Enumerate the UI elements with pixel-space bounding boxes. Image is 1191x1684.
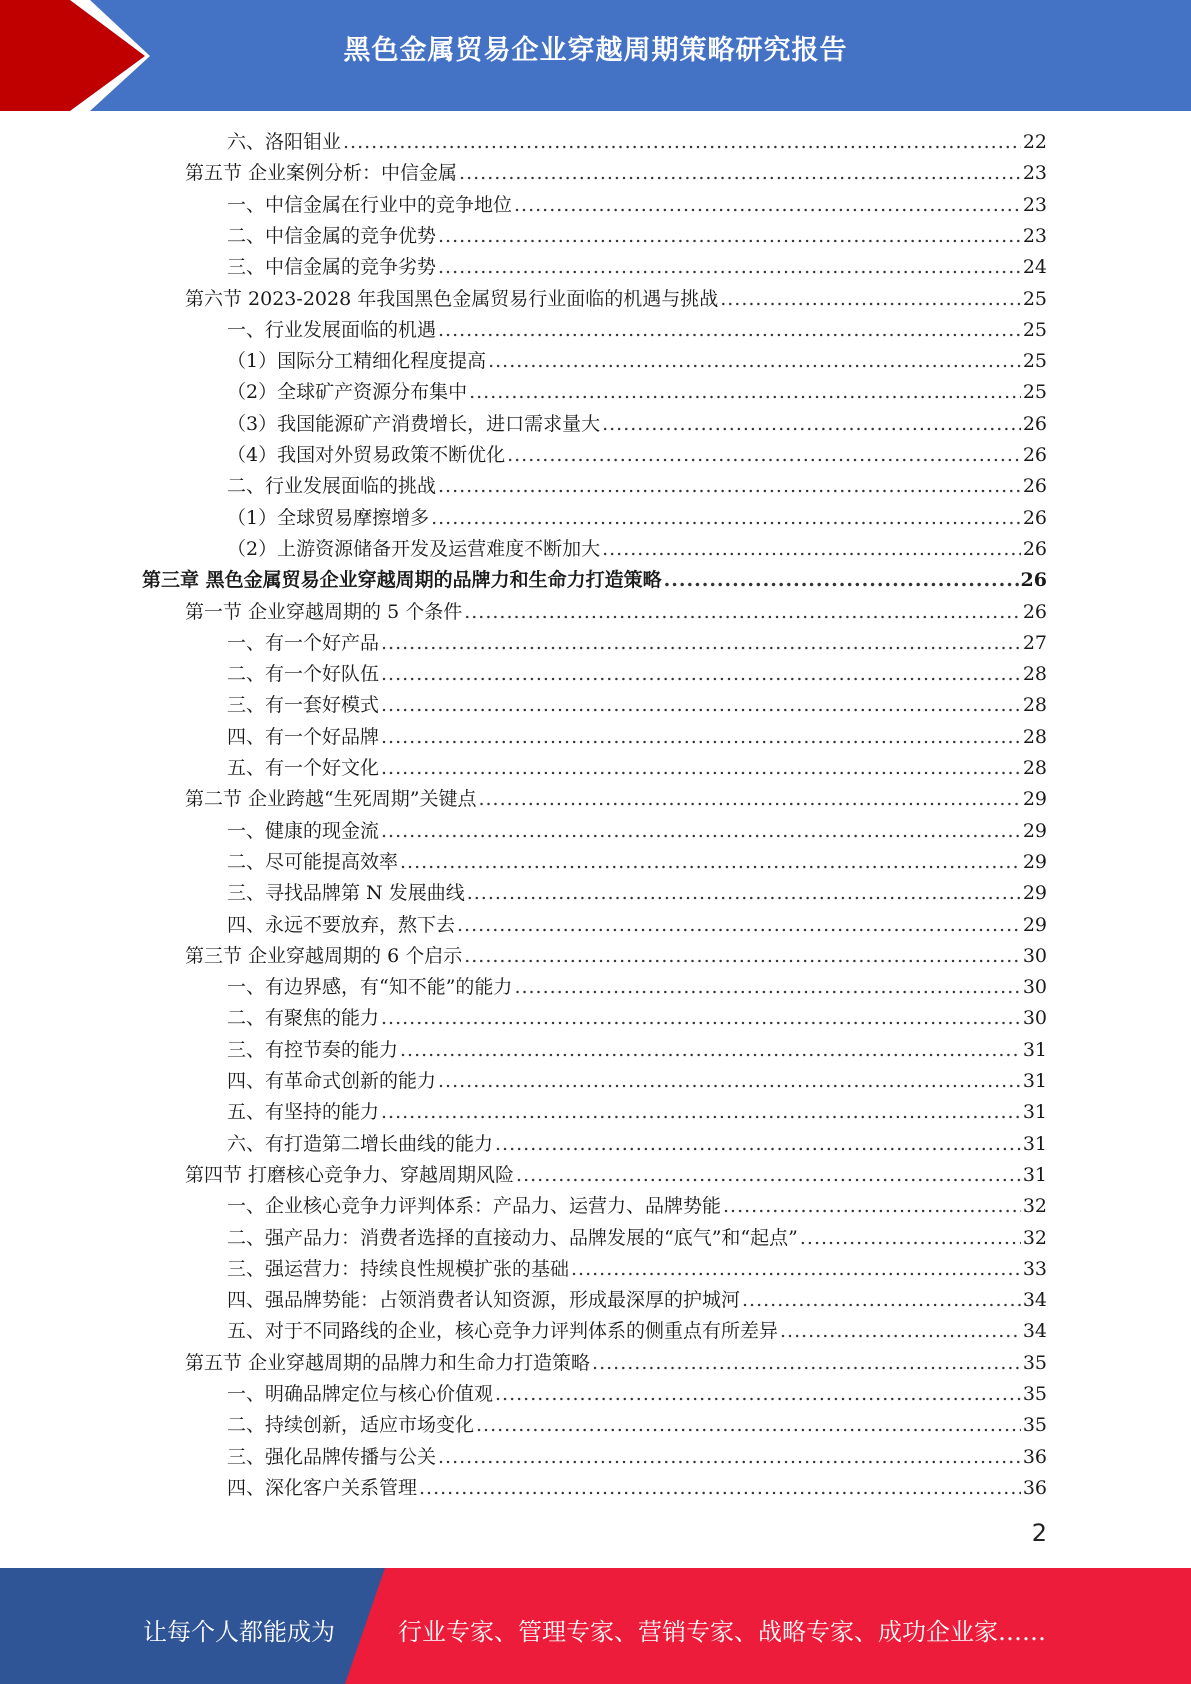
toc-dot-leader <box>514 194 1021 216</box>
toc-entry[interactable] <box>227 1191 1047 1222</box>
toc-entry[interactable] <box>227 1285 1047 1316</box>
toc-entry-page: 26 <box>1022 600 1047 623</box>
toc-entry-page: 31 <box>1022 1132 1047 1155</box>
toc-entry-label: 四、有一个好品牌 <box>227 725 380 748</box>
toc-dot-leader <box>381 694 1021 716</box>
toc-entry[interactable] <box>227 690 1047 721</box>
toc-entry-label: 四、永远不要放弃，熬下去 <box>227 913 456 936</box>
toc-entry-label: 一、健康的现金流 <box>227 819 380 842</box>
toc-entry-label: 第六节 2023-2028 年我国黑色金属贸易行业面临的机遇与挑战 <box>185 287 719 310</box>
toc-dot-leader <box>400 1039 1021 1061</box>
toc-entry-label: 六、洛阳钼业 <box>227 131 342 153</box>
toc-entry-page: 30 <box>1022 1007 1047 1030</box>
toc-entry-page: 29 <box>1022 882 1047 905</box>
toc-entry-label: 二、行业发展面临的挑战 <box>227 475 437 498</box>
toc-dot-leader <box>742 1289 1021 1311</box>
toc-entry[interactable] <box>227 127 1047 158</box>
toc-entry[interactable] <box>227 409 1047 440</box>
toc-entry-page: 26 <box>1022 412 1047 435</box>
toc-entry-label: 第五节 企业穿越周期的品牌力和生命力打造策略 <box>185 1351 591 1374</box>
toc-entry[interactable] <box>227 878 1047 909</box>
toc-entry-label: 二、强产品力：消费者选择的直接动力、品牌发展的“底气”和“起点” <box>227 1226 798 1249</box>
toc-dot-leader <box>381 820 1021 842</box>
toc-entry[interactable] <box>227 847 1047 878</box>
toc-entry-page: 23 <box>1022 162 1047 185</box>
toc-dot-leader <box>800 1227 1021 1249</box>
toc-entry[interactable] <box>227 1410 1047 1441</box>
toc-entry[interactable] <box>227 1003 1047 1034</box>
toc-entry-page: 30 <box>1022 944 1047 967</box>
toc-dot-leader <box>495 1383 1021 1405</box>
toc-entry[interactable] <box>227 722 1047 753</box>
toc-entry-page: 36 <box>1022 1445 1047 1468</box>
toc-dot-leader <box>400 851 1021 873</box>
toc-dot-leader <box>780 1320 1021 1342</box>
page-header <box>0 0 1191 111</box>
toc-entry[interactable] <box>227 910 1047 941</box>
toc-dot-leader <box>381 757 1021 779</box>
toc-entry-label: 五、有坚持的能力 <box>227 1101 380 1124</box>
toc-entry-label: （4）我国对外贸易政策不断优化 <box>227 444 506 466</box>
toc-entry-label: （2）全球矿产资源分布集中 <box>227 381 468 404</box>
report-title: 黑色金属贸易企业穿越周期策略研究报告 <box>343 35 848 66</box>
toc-dot-leader <box>476 1414 1021 1436</box>
toc-entry[interactable] <box>227 534 1047 565</box>
toc-entry-page: 26 <box>1022 475 1047 498</box>
toc-entry[interactable] <box>227 1473 1047 1504</box>
footer-slogan-left: 让每个人都能成为 <box>143 1618 335 1646</box>
toc-entry[interactable] <box>185 1348 1047 1379</box>
toc-dot-leader <box>438 256 1021 278</box>
toc-entry[interactable] <box>227 1442 1047 1473</box>
toc-entry[interactable] <box>227 972 1047 1003</box>
toc-dot-leader <box>438 1446 1021 1468</box>
toc-entry-page: 31 <box>1022 1038 1047 1061</box>
toc-entry[interactable] <box>142 565 1047 596</box>
toc-entry-page: 27 <box>1022 631 1047 654</box>
toc-entry[interactable] <box>227 1316 1047 1347</box>
toc-dot-leader <box>419 1477 1021 1499</box>
toc-entry-page: 26 <box>1020 569 1047 592</box>
toc-entry-label: 二、尽可能提高效率 <box>227 850 399 873</box>
toc-entry-label: 第三节 企业穿越周期的 6 个启示 <box>185 944 463 967</box>
toc-dot-leader <box>478 788 1020 810</box>
toc-dot-leader <box>720 288 1021 310</box>
toc-entry-label: 三、有控节奏的能力 <box>227 1038 399 1061</box>
toc-entry-label: 五、有一个好文化 <box>227 757 380 779</box>
toc-entry-page: 32 <box>1022 1195 1047 1218</box>
toc-entry-page: 25 <box>1022 318 1047 341</box>
toc-entry-page: 25 <box>1022 350 1047 373</box>
toc-dot-leader <box>438 475 1021 497</box>
toc-dot-leader <box>592 1352 1021 1374</box>
toc-dot-leader <box>571 1258 1021 1280</box>
toc-entry-label: 第二节 企业跨越“生死周期”关键点 <box>185 788 477 811</box>
toc-entry-page: 23 <box>1022 224 1047 247</box>
toc-entry-page: 25 <box>1022 381 1047 404</box>
toc-dot-leader <box>381 663 1021 685</box>
toc-dot-leader <box>431 507 1021 529</box>
toc-entry-label: 四、深化客户关系管理 <box>227 1476 418 1499</box>
toc-entry[interactable] <box>227 1035 1047 1066</box>
toc-entry-page: 23 <box>1022 193 1047 216</box>
toc-entry-label: 三、强运营力：持续良性规模扩张的基础 <box>227 1257 570 1280</box>
toc-entry-page: 28 <box>1022 663 1047 686</box>
toc-entry-label: （1）国际分工精细化程度提高 <box>227 350 487 373</box>
toc-dot-leader <box>381 1007 1021 1029</box>
toc-entry[interactable] <box>227 816 1047 847</box>
toc-entry-label: 五、对于不同路线的企业，核心竞争力评判体系的侧重点有所差异 <box>227 1320 779 1343</box>
toc-entry[interactable] <box>227 628 1047 659</box>
toc-entry-label: 二、持续创新，适应市场变化 <box>227 1414 475 1437</box>
toc-entry-label: 二、有聚焦的能力 <box>227 1007 380 1030</box>
toc-entry-label: 一、行业发展面临的机遇 <box>227 318 437 341</box>
toc-entry-label: 四、有革命式创新的能力 <box>227 1070 437 1092</box>
toc-entry[interactable] <box>227 346 1047 377</box>
toc-entry[interactable] <box>227 1129 1047 1160</box>
toc-dot-leader <box>343 131 1021 153</box>
toc-dot-leader <box>438 225 1021 247</box>
toc-dot-leader <box>467 882 1021 904</box>
toc-entry[interactable] <box>227 1254 1047 1285</box>
toc-entry-label: 第三章 黑色金属贸易企业穿越周期的品牌力和生命力打造策略 <box>142 569 662 592</box>
toc-entry-label: 第一节 企业穿越周期的 5 个条件 <box>185 600 463 623</box>
toc-entry[interactable] <box>227 1066 1047 1097</box>
toc-dot-leader <box>602 538 1021 560</box>
toc-entry[interactable] <box>227 1097 1047 1128</box>
toc-dot-leader <box>457 914 1021 936</box>
toc-entry[interactable] <box>227 190 1047 221</box>
toc-dot-leader <box>469 381 1021 403</box>
toc-entry[interactable] <box>227 440 1047 471</box>
toc-entry[interactable] <box>185 784 1047 815</box>
toc-entry-label: 一、有一个好产品 <box>227 631 380 654</box>
toc-entry-label: 三、有一套好模式 <box>227 694 380 717</box>
toc-entry-page: 33 <box>1022 1257 1047 1280</box>
toc-entry[interactable] <box>227 221 1047 252</box>
toc-dot-leader <box>438 1070 1021 1092</box>
toc-dot-leader <box>488 350 1021 372</box>
toc-dot-leader <box>381 726 1021 748</box>
toc-entry-page: 30 <box>1022 976 1047 999</box>
toc-entry-label: 二、有一个好队伍 <box>227 663 380 686</box>
toc-entry[interactable] <box>227 252 1047 283</box>
toc-entry[interactable] <box>185 597 1047 628</box>
toc-dot-leader <box>495 1133 1021 1155</box>
toc-dot-leader <box>438 319 1021 341</box>
toc-entry-page: 22 <box>1022 131 1047 153</box>
toc-entry-page: 35 <box>1022 1351 1047 1374</box>
toc-entry-label: 三、强化品牌传播与公关 <box>227 1445 437 1468</box>
toc-entry-page: 25 <box>1022 287 1047 310</box>
toc-entry-label: 一、明确品牌定位与核心价值观 <box>227 1383 494 1405</box>
toc-entry-page: 34 <box>1022 1320 1047 1343</box>
toc-dot-leader <box>381 632 1021 654</box>
toc-entry-label: 第五节 企业案例分析：中信金属 <box>185 162 458 185</box>
toc-dot-leader <box>602 413 1021 435</box>
toc-entry[interactable] <box>227 659 1047 690</box>
toc-entry-label: （1）全球贸易摩擦增多 <box>227 506 430 529</box>
toc-dot-leader <box>514 976 1020 998</box>
toc-entry[interactable] <box>227 1223 1047 1254</box>
toc-entry-page: 34 <box>1022 1289 1047 1312</box>
toc-entry[interactable] <box>227 471 1047 502</box>
page-number: 2 <box>1031 1519 1047 1547</box>
toc-entry-page: 31 <box>1022 1101 1047 1124</box>
toc-entry[interactable] <box>185 1160 1047 1191</box>
toc-entry-page: 28 <box>1022 757 1047 779</box>
toc-entry-page: 29 <box>1022 913 1047 936</box>
toc-entry[interactable] <box>227 503 1047 534</box>
toc-dot-leader <box>516 1164 1021 1186</box>
toc-entry[interactable] <box>227 1379 1047 1410</box>
toc-entry-page: 29 <box>1022 819 1047 842</box>
toc-entry[interactable] <box>227 315 1047 346</box>
toc-dot-leader <box>664 569 1019 591</box>
footer-slogan-right: 行业专家、管理专家、营销专家、战略专家、成功企业家…… <box>398 1618 1046 1646</box>
toc-dot-leader <box>507 444 1021 466</box>
toc-entry-page: 28 <box>1022 725 1047 748</box>
toc-entry-label: 三、寻找品牌第 N 发展曲线 <box>227 882 465 905</box>
toc-entry-page: 35 <box>1022 1383 1047 1405</box>
toc-entry-label: 一、中信金属在行业中的竞争地位 <box>227 193 513 216</box>
toc-entry-label: （2）上游资源储备开发及运营难度不断加大 <box>227 537 601 560</box>
toc-entry-page: 24 <box>1022 256 1047 279</box>
toc-entry[interactable] <box>185 941 1047 972</box>
toc-entry-page: 26 <box>1022 537 1047 560</box>
toc-dot-leader <box>723 1195 1021 1217</box>
toc-entry[interactable] <box>227 753 1047 784</box>
toc-entry-label: （3）我国能源矿产消费增长，进口需求量大 <box>227 412 601 435</box>
toc-entry-page: 35 <box>1022 1414 1047 1437</box>
toc-dot-leader <box>464 945 1021 967</box>
toc-entry-label: 二、中信金属的竞争优势 <box>227 224 437 247</box>
toc-dot-leader <box>459 162 1021 184</box>
toc-entry-page: 36 <box>1022 1476 1047 1499</box>
toc-entry[interactable] <box>185 284 1047 315</box>
toc-entry-label: 三、中信金属的竞争劣势 <box>227 256 437 279</box>
toc-dot-leader <box>381 1101 1021 1123</box>
toc-entry-label: 一、企业核心竞争力评判体系：产品力、运营力、品牌势能 <box>227 1195 722 1218</box>
toc-entry[interactable] <box>227 377 1047 408</box>
toc-entry-page: 32 <box>1022 1226 1047 1249</box>
toc-entry-page: 29 <box>1022 850 1047 873</box>
toc-entry-label: 六、有打造第二增长曲线的能力 <box>227 1132 494 1155</box>
toc-entry-label: 一、有边界感，有“知不能”的能力 <box>227 976 513 999</box>
page-footer <box>0 1568 1191 1684</box>
toc-entry-page: 31 <box>1022 1070 1047 1092</box>
toc-dot-leader <box>464 601 1021 623</box>
toc-entry-label: 第四节 打磨核心竞争力、穿越周期风险 <box>185 1163 515 1186</box>
toc-entry-page: 29 <box>1022 788 1047 811</box>
toc-entry-page: 26 <box>1022 506 1047 529</box>
toc-entry[interactable] <box>185 158 1047 189</box>
toc-entry-page: 31 <box>1022 1163 1047 1186</box>
toc-entry-page: 28 <box>1022 694 1047 717</box>
toc-entry-label: 四、强品牌势能：占领消费者认知资源，形成最深厚的护城河 <box>227 1289 741 1312</box>
toc-entry-page: 26 <box>1022 444 1047 466</box>
